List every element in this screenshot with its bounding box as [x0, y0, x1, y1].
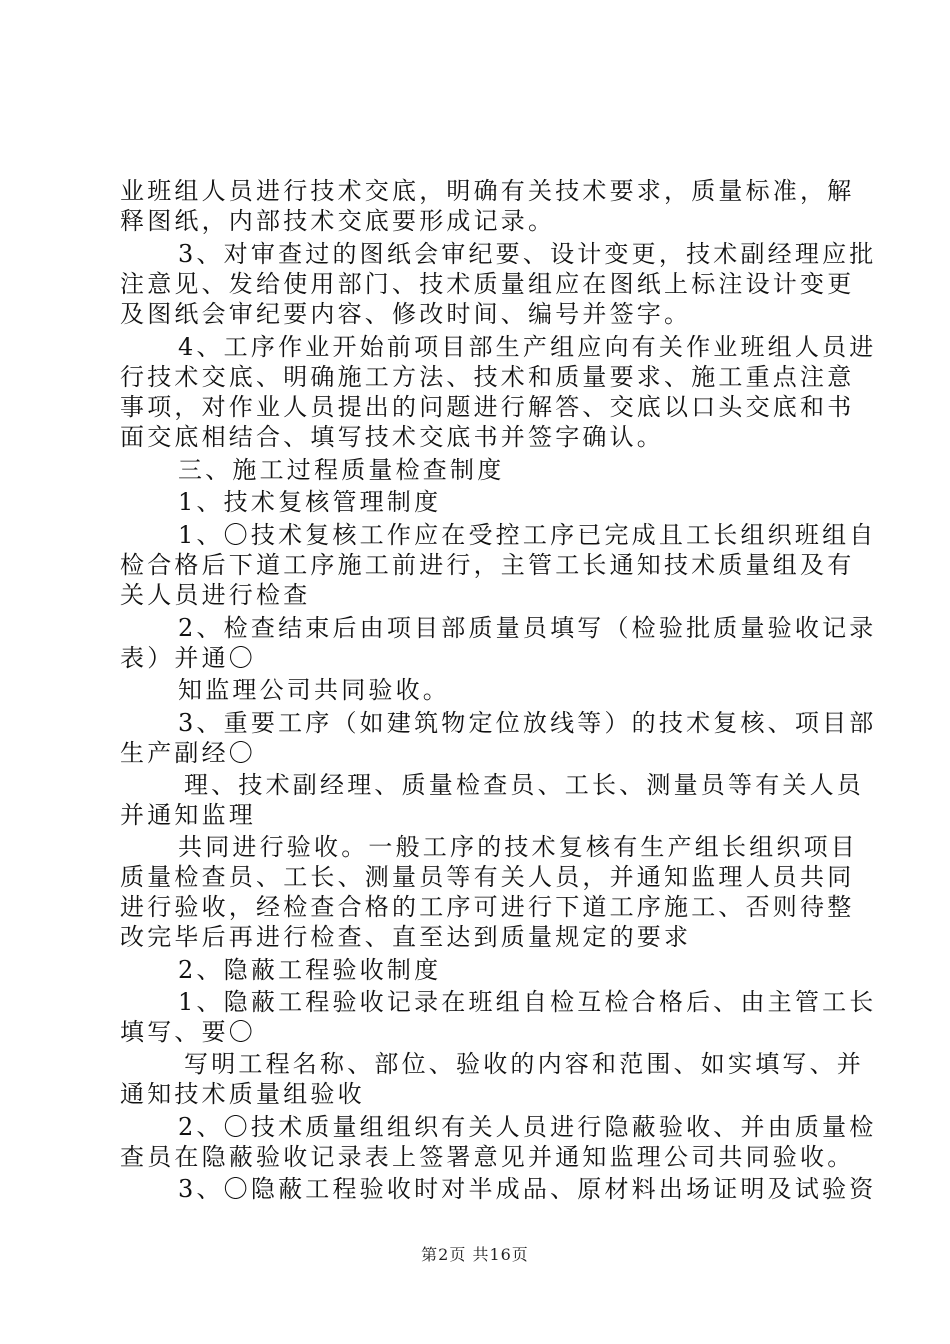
- page-footer: 第2页 共16页: [421, 1245, 529, 1264]
- body-text-line: 填写、要〇: [120, 1018, 256, 1046]
- body-text-line: 关人员进行检查: [120, 581, 311, 609]
- body-text-line: 3、对审查过的图纸会审纪要、设计变更，技术副经理应批: [178, 240, 877, 268]
- body-text-line: 1、〇技术复核工作应在受控工序已完成且工长组织班组自: [178, 521, 877, 549]
- body-text-line: 及图纸会审纪要内容、修改时间、编号并签字。: [120, 300, 692, 328]
- body-text-line: 2、检查结束后由项目部质量员填写（检验批质量验收记录: [178, 614, 877, 642]
- body-text-line: 并通知监理: [120, 801, 256, 829]
- body-text-line: 业班组人员进行技术交底，明确有关技术要求，质量标准，解: [120, 177, 855, 205]
- body-text-line: 质量检查员、工长、测量员等有关人员，并通知监理人员共同: [120, 863, 855, 891]
- body-text-line: 进行验收，经检查合格的工序可进行下道工序施工、否则待整: [120, 893, 855, 921]
- body-text-line: 检合格后下道工序施工前进行，主管工长通知技术质量组及有: [120, 551, 855, 579]
- body-text-line: 释图纸，内部技术交底要形成记录。: [120, 207, 556, 235]
- body-text-line: 事项，对作业人员提出的问题进行解答、交底以口头交底和书: [120, 393, 855, 421]
- body-text-line: 行技术交底、明确施工方法、技术和质量要求、施工重点注意: [120, 363, 855, 391]
- body-text-line: 4、工序作业开始前项目部生产组应向有关作业班组人员进: [178, 333, 877, 361]
- subsection-heading: 2、隐蔽工程验收制度: [178, 956, 442, 984]
- body-text-line: 2、〇技术质量组组织有关人员进行隐蔽验收、并由质量检: [178, 1113, 877, 1141]
- body-text-line: 知监理公司共同验收。: [178, 676, 450, 704]
- body-text-line: 共同进行验收。一般工序的技术复核有生产组长组织项目: [178, 833, 858, 861]
- section-heading: 三、施工过程质量检查制度: [178, 456, 505, 484]
- body-text-line: 写明工程名称、部位、验收的内容和范围、如实填写、并: [184, 1050, 864, 1078]
- body-text-line: 表）并通〇: [120, 644, 256, 672]
- body-text-line: 理、技术副经理、质量检查员、工长、测量员等有关人员: [184, 771, 864, 799]
- body-text-line: 查员在隐蔽验收记录表上签署意见并通知监理公司共同验收。: [120, 1143, 855, 1171]
- body-text-line: 注意见、发给使用部门、技术质量组应在图纸上标注设计变更: [120, 270, 855, 298]
- body-text-line: 生产副经〇: [120, 739, 256, 767]
- body-text-line: 1、隐蔽工程验收记录在班组自检互检合格后、由主管工长: [178, 988, 877, 1016]
- body-text-line: 面交底相结合、填写技术交底书并签字确认。: [120, 423, 664, 451]
- body-text-line: 改完毕后再进行检查、直至达到质量规定的要求: [120, 923, 692, 951]
- subsection-heading: 1、技术复核管理制度: [178, 488, 442, 516]
- body-text-line: 3、重要工序（如建筑物定位放线等）的技术复核、项目部: [178, 709, 877, 737]
- body-text-line: 通知技术质量组验收: [120, 1080, 365, 1108]
- body-text-line: 3、〇隐蔽工程验收时对半成品、原材料出场证明及试验资: [178, 1175, 877, 1203]
